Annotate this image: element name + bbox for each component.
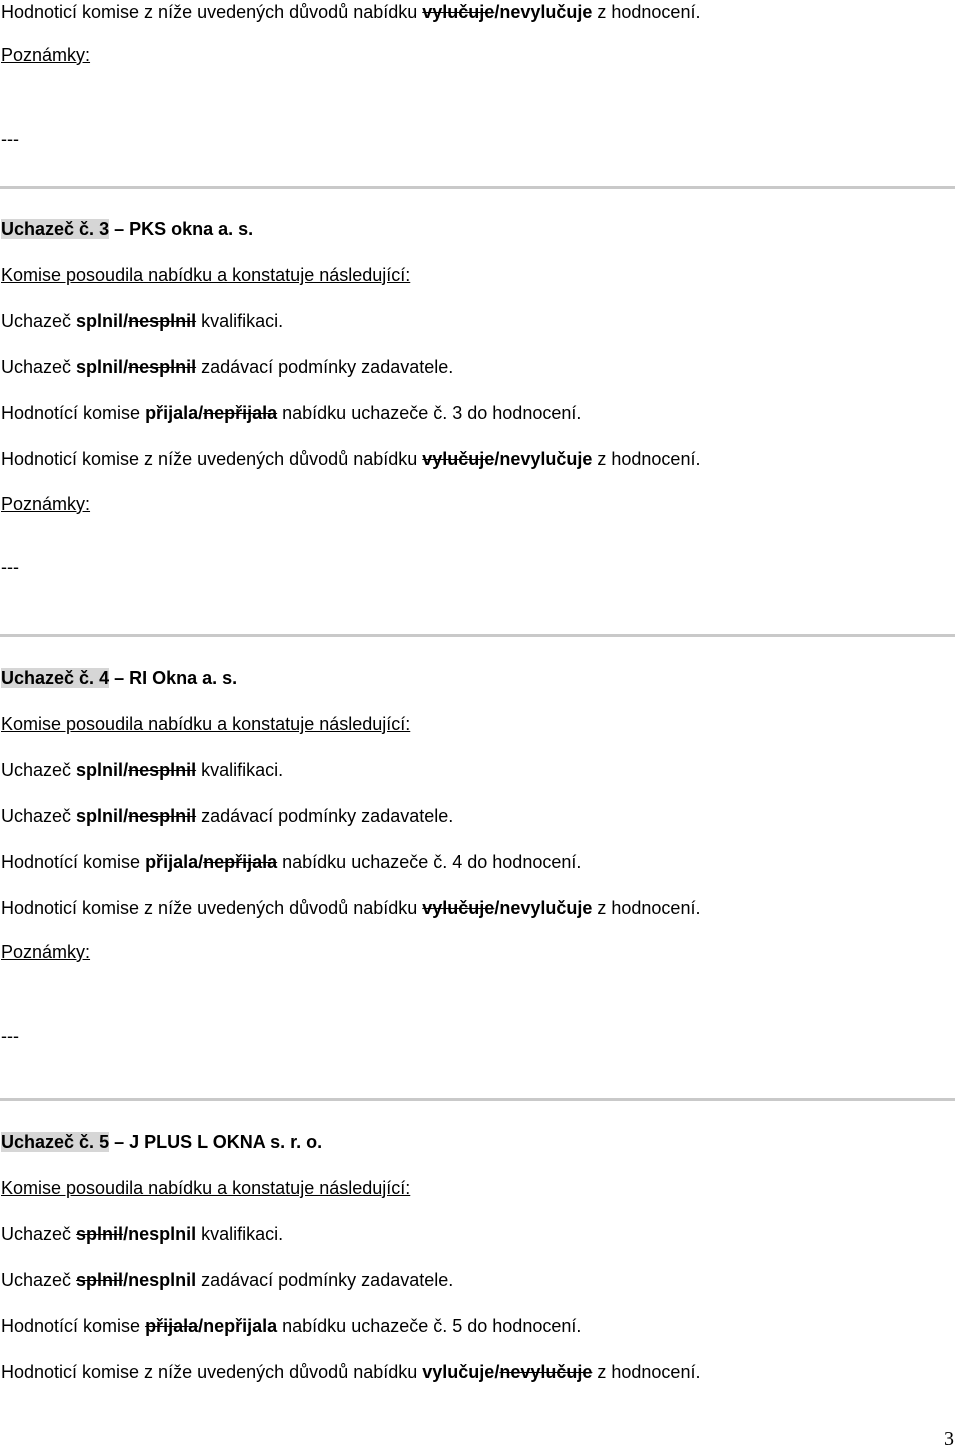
qualification-statement: Uchazeč splnil/nesplnil kvalifikaci.: [1, 760, 284, 780]
applicant-name: – RI Okna a. s.: [109, 668, 238, 688]
applicant-label: Uchazeč č.: [1, 1132, 95, 1152]
applicant-label: Uchazeč č.: [1, 668, 95, 688]
exclusion-statement: Hodnoticí komise z níže uvedených důvodů nabídku vylučuje/nevylučuje z hodnocení.: [1, 2, 701, 22]
applicant-name: – PKS okna a. s.: [109, 219, 254, 239]
exclusion-statement: Hodnoticí komise z níže uvedených důvodů nabídku vylučuje/nevylučuje z hodnocení.: [1, 1362, 701, 1382]
option-excludes-struck: vylučuje: [422, 2, 495, 22]
notes-label: Poznámky:: [1, 45, 91, 65]
conditions-statement: Uchazeč splnil/nesplnil zadávací podmínky zadavatele.: [1, 806, 454, 826]
acceptance-statement: Hodnotící komise přijala/nepřijala nabídku uchazeče č. 4 do hodnocení.: [1, 852, 582, 872]
evaluation-intro: Komise posoudila nabídku a konstatuje následující:: [1, 1178, 411, 1198]
applicant-heading: [1, 218, 253, 240]
evaluation-intro: Komise posoudila nabídku a konstatuje následující:: [1, 714, 411, 734]
exclusion-statement: Hodnoticí komise z níže uvedených důvodů nabídku vylučuje/nevylučuje z hodnocení.: [1, 449, 701, 469]
exclusion-statement: Hodnoticí komise z níže uvedených důvodů nabídku vylučuje/nevylučuje z hodnocení.: [1, 898, 701, 918]
qualification-statement: Uchazeč splnil/nesplnil kvalifikaci.: [1, 311, 284, 331]
notes-value: ---: [1, 1026, 19, 1046]
section-divider: [0, 186, 955, 189]
qualification-statement: Uchazeč splnil/nesplnil kvalifikaci.: [1, 1224, 284, 1244]
applicant-heading: [1, 1131, 322, 1153]
notes-value: ---: [1, 129, 19, 149]
applicant-number: 5: [99, 1132, 110, 1152]
evaluation-intro: Komise posoudila nabídku a konstatuje následující:: [1, 265, 411, 285]
applicant-number: 4: [99, 668, 110, 688]
acceptance-statement: Hodnotící komise přijala/nepřijala nabídku uchazeče č. 5 do hodnocení.: [1, 1316, 582, 1336]
conditions-statement: Uchazeč splnil/nesplnil zadávací podmínky zadavatele.: [1, 1270, 454, 1290]
applicant-name: – J PLUS L OKNA s. r. o.: [109, 1132, 323, 1152]
acceptance-statement: Hodnotící komise přijala/nepřijala nabídku uchazeče č. 3 do hodnocení.: [1, 403, 582, 423]
section-divider: [0, 634, 955, 637]
notes-label: Poznámky:: [1, 494, 91, 514]
section-divider: [0, 1098, 955, 1101]
notes-label: Poznámky:: [1, 942, 91, 962]
option-not-excludes: nevylučuje: [499, 2, 593, 22]
conditions-statement: Uchazeč splnil/nesplnil zadávací podmínky zadavatele.: [1, 357, 454, 377]
applicant-number: 3: [99, 219, 110, 239]
notes-value: ---: [1, 557, 19, 577]
applicant-label: Uchazeč č.: [1, 219, 95, 239]
applicant-heading: [1, 667, 237, 689]
page-number: 3: [944, 1428, 954, 1450]
